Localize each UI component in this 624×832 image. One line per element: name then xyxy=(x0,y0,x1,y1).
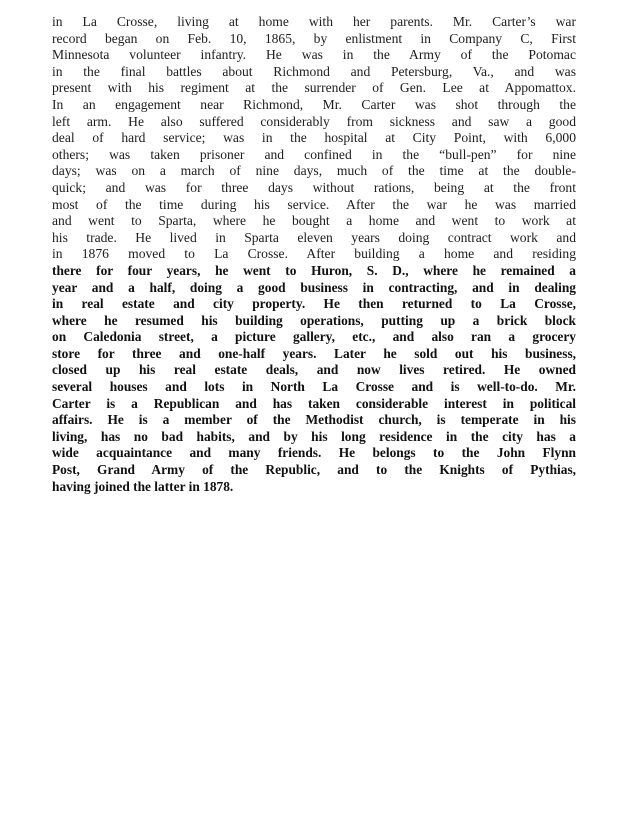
text-line-21: store for three and one-half years. Later he sold out his business, xyxy=(52,345,576,361)
text-line-1: in La Crosse, living at home with her parents. Mr. Carter’s war xyxy=(52,14,576,29)
text-line-27: wide acquaintance and many friends. He belongs to the John Flynn xyxy=(52,445,576,461)
text-line-13: and went to Sparta, where he bought a home and went to work at xyxy=(52,213,576,229)
text-line-16: there for four years, he went to Huron, S. D., where he remained a xyxy=(52,262,576,278)
text-line-28: Post, Grand Army of the Republic, and to the Knights of Pythias, xyxy=(52,462,576,478)
text-line-8: deal of hard service; was in the hospital at City Point, with 6,000 xyxy=(52,130,576,146)
text-line-26: living, has no bad habits, and by his long residence in the city has a xyxy=(52,428,576,444)
text-line-9: others; was taken prisoner and confined in the “bull-pen” for nine xyxy=(52,146,576,162)
text-line-14: his trade. He lived in Sparta eleven years doing contract work and xyxy=(52,229,576,245)
text-line-18: in real estate and city property. He then returned to La Crosse, xyxy=(52,296,576,312)
text-line-2: record began on Feb. 10, 1865, by enlistment in Company C, First xyxy=(52,30,576,46)
text-line-6: In an engagement near Richmond, Mr. Carter was shot through the xyxy=(52,96,576,112)
text-line-22: closed up his real estate deals, and now lives retired. He owned xyxy=(52,362,576,378)
text-line-23: several houses and lots in North La Crosse and is well-to-do. Mr. xyxy=(52,379,576,395)
text-line-12: most of the time during his service. After the war he was married xyxy=(52,196,576,212)
text-line-20: on Caledonia street, a picture gallery, etc., and also ran a grocery xyxy=(52,329,576,345)
text-line-17: year and a half, doing a good business in contracting, and in dealing xyxy=(52,279,576,295)
biography-paragraph xyxy=(52,14,576,495)
text-line-15: in 1876 moved to La Crosse. After building a home and residing xyxy=(52,246,576,262)
text-line-10: days; was on a march of nine days, much of the time at the double- xyxy=(52,163,576,179)
text-line-4: in the final battles about Richmond and Petersburg, Va., and was xyxy=(52,63,576,79)
text-line-24: Carter is a Republican and has taken considerable interest in political xyxy=(52,395,576,411)
text-line-3: Minnesota volunteer infantry. He was in the Army of the Potomac xyxy=(52,47,576,63)
text-line-5: present with his regiment at the surrender of Gen. Lee at Appomattox. xyxy=(52,80,576,96)
text-line-19: where he resumed his building operations, putting up a brick block xyxy=(52,312,576,328)
text-line-7: left arm. He also suffered considerably from sickness and saw a good xyxy=(52,113,576,129)
text-line-29: having joined the latter in 1878. xyxy=(52,478,234,494)
text-line-11: quick; and was for three days without rations, being at the front xyxy=(52,179,576,195)
text-line-25: affairs. He is a member of the Methodist church, is temperate in his xyxy=(52,412,576,428)
